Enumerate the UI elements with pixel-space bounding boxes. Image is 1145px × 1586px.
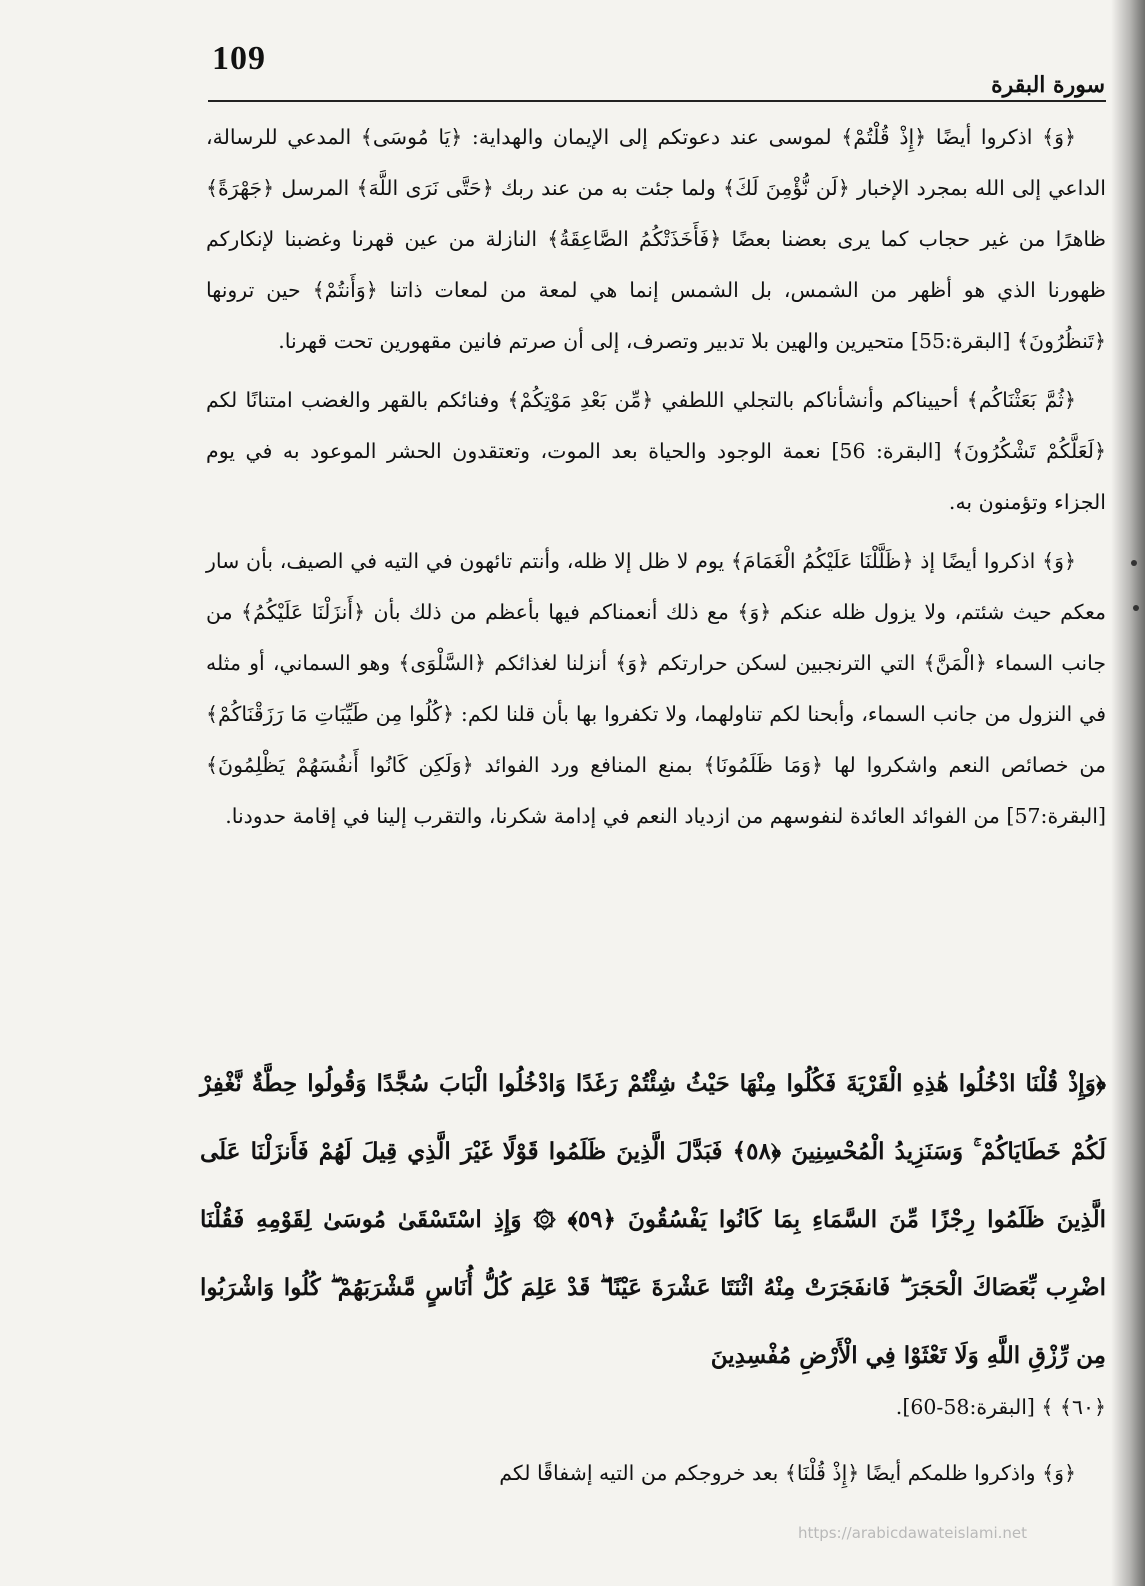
watermark: https://arabicdawateislami.net [797,1524,1027,1542]
page-edge-shadow [1111,0,1145,1586]
header-divider [208,100,1106,102]
scan-speck [1133,605,1139,611]
paragraph: ﴿وَ﴾ واذكروا ظلمكم أيضًا ﴿إِذْ قُلْنَا﴾ بعد خروجكم من التيه إشفاقًا لكم [499,1461,1076,1485]
verse-citation-line [206,1382,1106,1433]
quran-verse-block: ﴿وَإِذْ قُلْنَا ادْخُلُوا هَٰذِهِ الْقَرْيَةَ فَكُلُوا مِنْهَا حَيْثُ شِئْتُمْ رَغَدًا وَادْخُلُوا الْبَابَ سُجَّدًا وَقُولُوا حِطَّةٌ نَّغْفِرْ لَكُمْ خَطَايَاكُمْ ۚ وَسَنَزِيدُ الْمُحْسِنِينَ ﴿٥٨﴾ فَبَدَّلَ الَّذِينَ ظَلَمُوا قَوْلًا غَيْرَ الَّذِي قِيلَ لَهُمْ فَأَنزَلْنَا عَلَى الَّذِينَ ظَلَمُوا رِجْزًا مِّنَ السَّمَاءِ بِمَا كَانُوا يَفْسُقُونَ ﴿٥٩﴾ ۞ وَإِذِ اسْتَسْقَىٰ مُوسَىٰ لِقَوْمِهِ فَقُلْنَا اضْرِب بِّعَصَاكَ الْحَجَرَ ۖ فَانفَجَرَتْ مِنْهُ اثْنَتَا عَشْرَةَ عَيْنًا ۖ قَدْ عَلِمَ كُلُّ أُنَاسٍ مَّشْرَبَهُمْ ۖ كُلُوا وَاشْرَبُوا مِن رِّزْقِ اللَّهِ وَلَا تَعْثَوْا فِي الْأَرْضِ مُفْسِدِينَ [200,1070,1106,1369]
verse-citation: ﴿٦٠﴾ ﴾ [البقرة:58-60]. [895,1395,1106,1419]
commentary-text [206,112,1106,842]
paragraph: ﴿ثُمَّ بَعَثْنَاكُم﴾ أحييناكم وأنشأناكم بالتجلي اللطفي ﴿مِّن بَعْدِ مَوْتِكُمْ﴾ وفنائكم بالقهر والغضب امتنانًا لكم ﴿لَعَلَّكُمْ تَشْكُرُونَ﴾ [البقرة: 56] نعمة الوجود والحياة بعد الموت، وتعتقدون الحشر الموعود به في يوم الجزاء وتؤمنون به. [206,388,1106,514]
paragraph: ﴿وَ﴾ اذكروا أيضًا إذ ﴿ظَلَّلْنَا عَلَيْكُمُ الْغَمَامَ﴾ يوم لا ظل إلا ظله، وأنتم تائهون في التيه في الصيف، بأن سار معكم حيث شئتم، ولا يزول ظله عنكم ﴿وَ﴾ مع ذلك أنعمناكم فيها بأعظم من ذلك بأن ﴿أَنزَلْنَا عَلَيْكُمُ﴾ من جانب السماء ﴿الْمَنَّ﴾ التي الترنجبين لسكن حرارتكم ﴿وَ﴾ أنزلنا لغذائكم ﴿السَّلْوَى﴾ وهو السماني، أو مثله في النزول من جانب السماء، وأبحنا لكم تناولهما، ولا تكفروا بها بأن قلنا لكم: ﴿كُلُوا مِن طَيِّبَاتِ مَا رَزَقْنَاكُمْ﴾ من خصائص النعم واشكروا لها ﴿وَمَا ظَلَمُونَا﴾ بمنع المنافع ورد الفوائد ﴿وَلَكِن كَانُوا أَنفُسَهُمْ يَظْلِمُونَ﴾ [البقرة:57] من الفوائد العائدة لنفوسهم من ازدياد النعم في إدامة شكرنا، والتقرب إلينا في إقامة حدودنا. [206,549,1106,828]
scan-speck [1131,560,1137,566]
paragraph: ﴿وَ﴾ اذكروا أيضًا ﴿إِذْ قُلْتُمْ﴾ لموسى عند دعوتكم إلى الإيمان والهداية: ﴿يَا مُوسَى﴾ المدعي للرسالة، الداعي إلى الله بمجرد الإخبار ﴿لَن نُّؤْمِنَ لَكَ﴾ ولما جئت به من عند ربك ﴿حَتَّى نَرَى اللَّهَ﴾ المرسل ﴿جَهْرَةً﴾ ظاهرًا من غير حجاب كما يرى بعضنا بعضًا ﴿فَأَخَذَتْكُمُ الصَّاعِقَةُ﴾ النازلة من عين قهرنا وغضبنا لإنكاركم ظهورنا الذي هو أظهر من الشمس، بل الشمس إنما هي لمعة من لمعات ذاتنا ﴿وَأَنتُمْ﴾ حين ترونها ﴿تَنظُرُونَ﴾ [البقرة:55] متحيرين والهين بلا تدبير وتصرف، إلى أن صرتم فانين مقهورين تحت قهرنا. [206,125,1106,353]
surah-title: سورة البقرة [991,72,1105,98]
page-number: 109 [212,40,266,77]
